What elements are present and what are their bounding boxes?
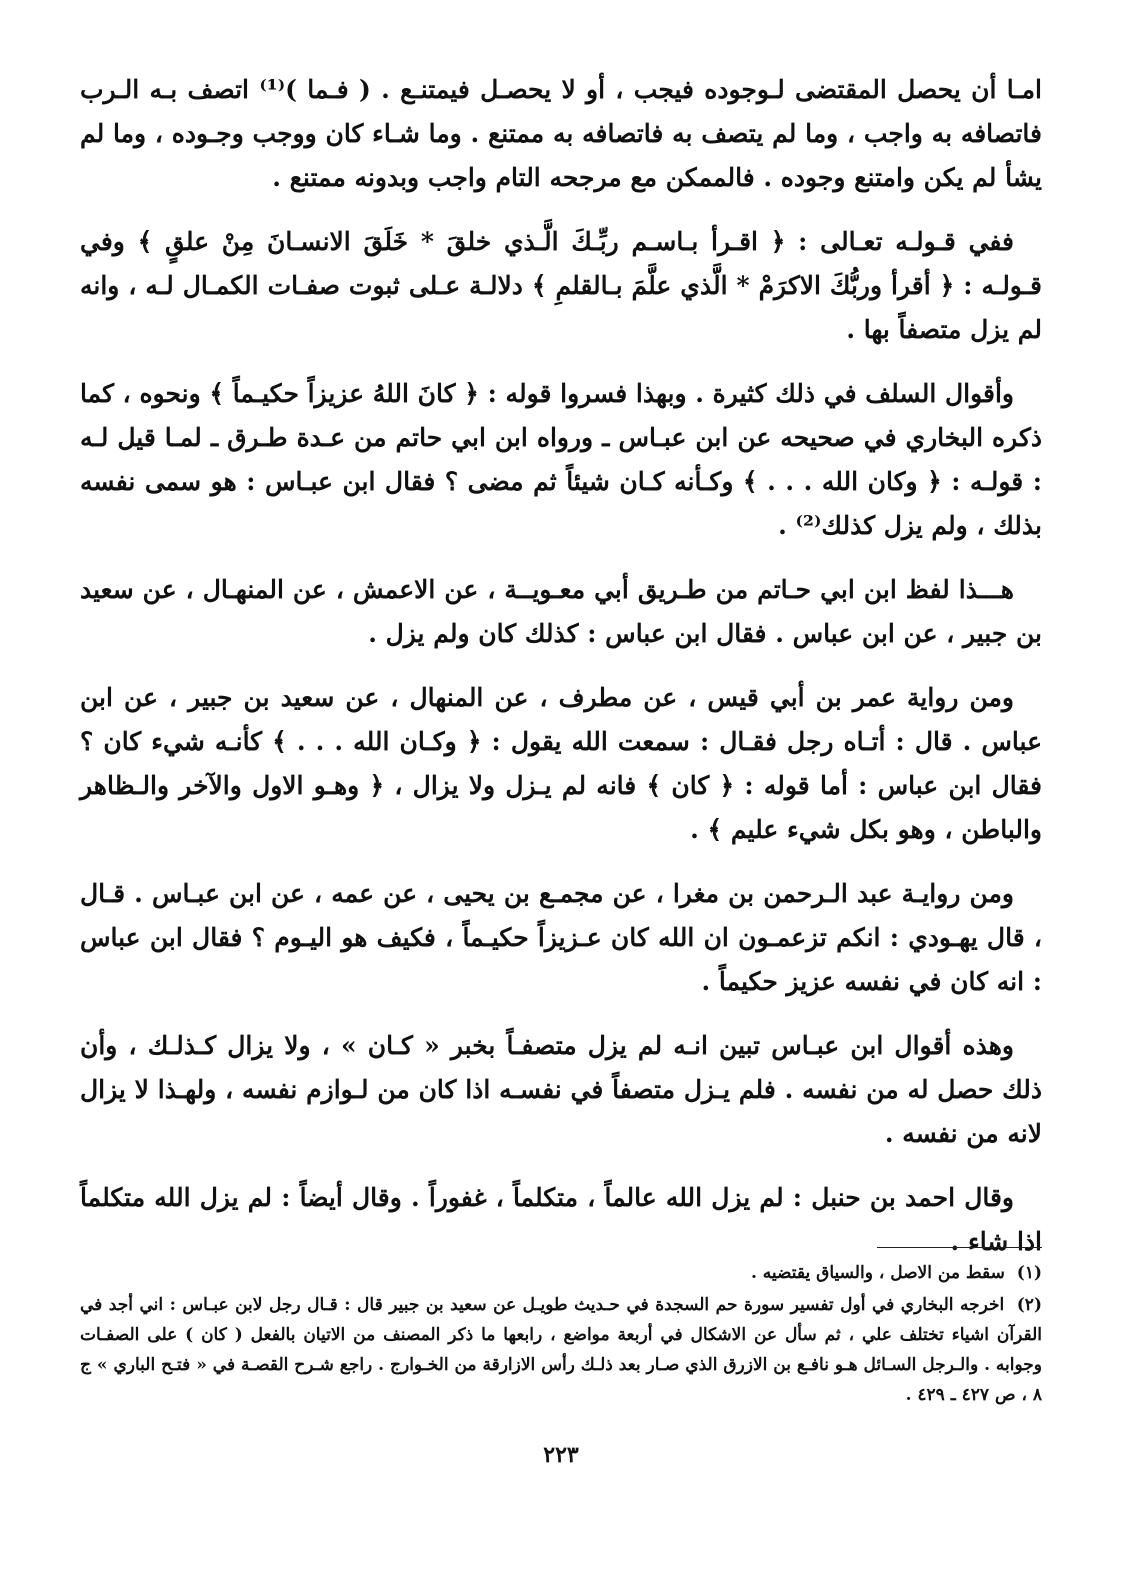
footnote-1 (80, 1258, 1042, 1288)
paragraph-3: وأقوال السلف في ذلك كثيرة . وبهذا فسروا قوله : ﴿ كانَ اللهُ عزيزاً حكيـماً ﴾ ونحوه ، كما ذكره البخاري في صحيحه عن ابن عبـاس ـ ورواه ابن ابي حاتم من عـدة طـرق ـ لمـا قيل لـه : قولـه : ﴿ وكان الله . . . ﴾ وكـأنه كـان شيئاً ثم مضى ؟ فقال ابن عبـاس : هو سمى نفسه بذلك ، ولم يزل كذلك⁽²⁾ . (80, 379, 1042, 540)
paragraph-5: ومن رواية عمر بن أبي قيس ، عن مطرف ، عن المنهال ، عن سعيد بن جبير ، عن ابن عباس . قال : أتـاه رجل فقـال : سمعت الله يقول : ﴿ وكـان الله . . . ﴾ كأنـه شيء كان ؟ فقال ابن عباس : أما قوله : ﴿ كان ﴾ فانه لم يـزل ولا يزال ، ﴿ وهـو الاول والآخر والـظاهر والباطن ، وهو بكل شيء عليم ﴾ . (80, 683, 1042, 844)
paragraph-7: وهذه أقوال ابن عبـاس تبين انـه لم يزل متصفـاً بخبر « كـان » ، ولا يزال كـذلـك ، وأن ذلك حصل له من نفسه . فلم يـزل متصفاً في نفسـه اذا كان من لـوازم نفسه ، ولهـذا لا يزال لانه من نفسه . (80, 1031, 1042, 1148)
footnote-divider (877, 1247, 1042, 1248)
footnote-number: (٢) (1016, 1295, 1042, 1315)
footnote-2 (80, 1290, 1042, 1410)
main-text (80, 68, 1042, 1284)
paragraph-2: ففي قـولـه تعـالى : ﴿ اقـرأ بـاسـم ربِّـكَ الَّـذي خلقَ * خَلَقَ الانسـانَ مِنْ علقٍ ﴾ وفي قـولـه : ﴿ أقرأ وربُّكَ الاكرَمْ * الَّذي علَّمَ بـالقلمِ ﴾ دلالـة عـلى ثبوت صفـات الكمـال لـه ، وانه لم يزل متصفاً بها . (80, 227, 1042, 344)
paragraph-6: ومن روايـة عبد الـرحمن بن مغرا ، عن مجمـع بن يحيى ، عن عمه ، عن ابن عبـاس . قـال ، قال يهـودي : انكم تزعمـون ان الله كان عـزيزاً حكيـماً ، فكيف هو اليـوم ؟ فقال ابن عباس : انه كان في نفسه عزيز حكيماً . (80, 879, 1042, 996)
paragraph-8: وقال احمد بن حنبل : لم يزل الله عالماً ، متكلماً ، غفوراً . وقال أيضاً : لم يزل الله متكلماً اذا شاء . (80, 1183, 1042, 1256)
footnote-text: سقط من الاصل ، والسياق يقتضيه . (750, 1263, 1005, 1283)
footnotes (80, 1258, 1042, 1412)
paragraph-4: هـــذا لفظ ابن ابي حـاتم من طـريق أبي معـويــة ، عن الاعمش ، عن المنهـال ، عن سعيد بن جبير ، عن ابن عباس . فقال ابن عباس : كذلك كان ولم يزل . (80, 575, 1042, 648)
footnote-number: (١) (1016, 1263, 1042, 1283)
paragraph-1: امـا أن يحصل المقتضى لـوجوده فيجب ، أو لا يحصـل فيمتنـع . ( فـما )⁽¹⁾ اتصف بـه الـرب فاتصافه به واجب ، وما لم يتصف به فاتصافه به ممتنع . وما شـاء كان ووجب وجـوده ، وما لم يشأ لم يكن وامتنع وجوده . فالممكن مع مرجحه التام واجب وبدونه ممتنع . (80, 75, 1043, 192)
page-number: ٢٢٣ (543, 1442, 579, 1468)
footnote-text: اخرجه البخاري في أول تفسير سورة حم السجدة في حـديث طويـل عن سعيد بن جبير قال : قـال رجل لابن عبـاس : اني أجد في القرآن اشياء تختلف علي ، ثم سأل عن الاشكال في أربعة مواضع ، رابعها ما ذكر المصنف من الاتيان بالفعل ( كان ) على الصفـات وجوابه . والـرجل السـائل هـو نافـع بن الازرق الذي صـار بعد ذلـك رأس الازارقة من الخـوارج . راجع شـرح القصـة في « فتـح الباري » ج ٨ ، ص ٤٢٧ ـ ٤٢٩ . (80, 1295, 1042, 1405)
